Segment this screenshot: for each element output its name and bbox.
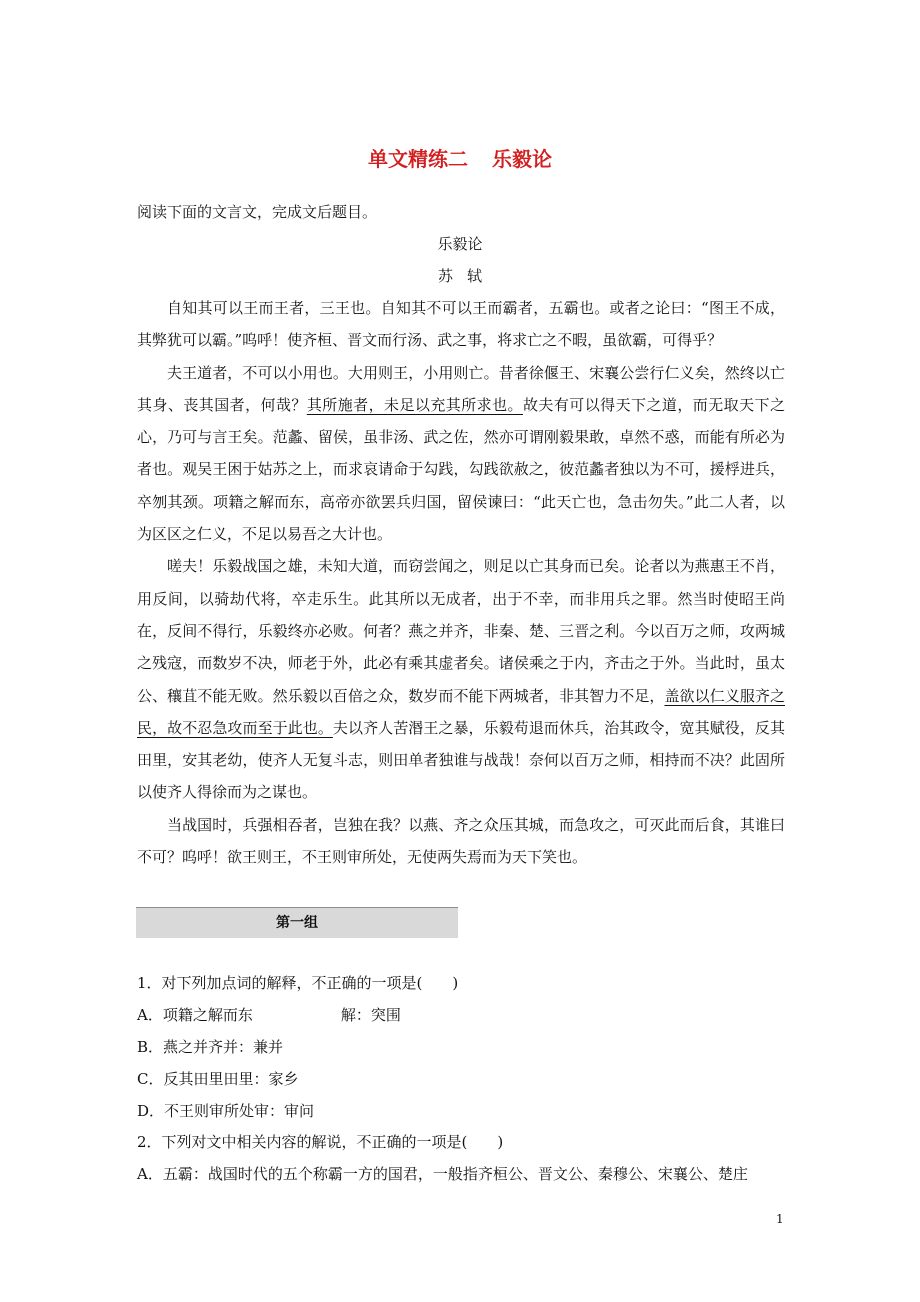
group-header: 第一组 xyxy=(136,907,458,938)
question-1-option-c: C．反其田里田里：家乡 xyxy=(137,1070,299,1088)
option-a-explanation: 解：突围 xyxy=(340,1006,401,1024)
passage-body xyxy=(137,292,785,873)
question-2-option-a: A．五霸：战国时代的五个称霸一方的国君，一般指齐桓公、晋文公、秦穆公、宋襄公、楚庄 xyxy=(137,1165,748,1183)
passage-author: 苏轼 xyxy=(437,267,496,285)
title-part1: 单文精练二 xyxy=(368,147,468,171)
paragraph-2 xyxy=(137,357,785,551)
option-a-text: A．项籍之解而东 xyxy=(137,1006,253,1024)
paragraph-3-text-b: 夫以齐人苦湣王之暴，乐毅苟退而休兵，治其政令，宽其赋役，反其田里，安其老幼，使齐人无复斗志，则田单者独谁与战哉！奈何以百万之师，相持而不决？此固所以使齐人得徐而为之谋也。 xyxy=(137,718,785,802)
paragraph-2-text-a: 夫王道者，不可以小用也。大用则王，小用则亡。昔者徐偃王、宋襄公尝行仁义矣，然终以亡其身、丧其国者，何哉？ xyxy=(137,363,785,414)
underlined-sentence-1: 其所施者，未足以充其所求也。 xyxy=(306,395,523,414)
question-1-option-d: D．不王则审所处审：审问 xyxy=(137,1102,315,1120)
underlined-sentence-2: 盖欲以仁义服齐之民，故不忍急攻而至于此也。 xyxy=(137,686,785,737)
paragraph-2-text-b: 故夫有可以得天下之道，而无取天下之心，乃可与言王矣。范蠡、留侯，虽非汤、武之佐，然亦可谓刚毅果敢，卓然不惑，而能有所必为者也。观吴王困于姑苏之上，而求哀请命于勾践，勾践欲赦之，彼范蠡者独以为不可，援桴进兵，卒刎其颈。项籍之解而东，高帝亦欲罢兵归国，留侯谏曰：“此天亡也，急击勿失。”此二人者，以为区区之仁义，不足以易吾之大计也。 xyxy=(137,395,785,544)
title-part2: 乐毅论 xyxy=(492,147,552,171)
paragraph-3-text-a: 嗟夫！乐毅战国之雄，未知大道，而窃尝闻之，则足以亡其身而已矣。论者以为燕惠王不肖，用反间，以骑劫代将，卒走乐生。此其所以无成者，出于不幸，而非用兵之罪。然当时使昭王尚在，反间不得行，乐毅终亦必败。何者？燕之并齐，非秦、楚、三晋之利。今以百万之师，攻两城之残寇，而数岁不决，师老于外，此必有乘其虚者矣。诸侯乘之于内，齐击之于外。当此时，虽太公、穰苴不能无败。然乐毅以百倍之众，数岁而不能下两城者，非其智力不足， xyxy=(137,557,785,705)
paragraph-4: 当战国时，兵强相吞者，岂独在我？以燕、齐之众压其城，而急攻之，可灭此而后食，其谁曰不可？呜呼！欲王则王，不王则审所处，无使两失焉而为天下笑也。 xyxy=(137,815,785,867)
question-1-option-b: B．燕之并齐并：兼并 xyxy=(137,1038,284,1056)
question-1-option-a xyxy=(137,1004,401,1025)
instruction: 阅读下面的文言文，完成文后题目。 xyxy=(137,203,378,221)
question-1-stem: 1．对下列加点词的解释，不正确的一项是( ) xyxy=(137,974,459,992)
passage-title: 乐毅论 xyxy=(437,235,483,253)
page-number: 1 xyxy=(776,1212,784,1226)
question-2-stem: 2．下列对文中相关内容的解说，不正确的一项是( ) xyxy=(137,1133,504,1151)
paragraph-1: 自知其可以王而王者，三王也。自知其不可以王而霸者，五霸也。或者之论曰：“图王不成，其弊犹可以霸。”呜呼！使齐桓、晋文而行汤、武之事，将求亡之不暇，虽欲霸，可得乎？ xyxy=(137,299,785,350)
page-title xyxy=(0,143,920,172)
paragraph-3 xyxy=(137,550,785,808)
